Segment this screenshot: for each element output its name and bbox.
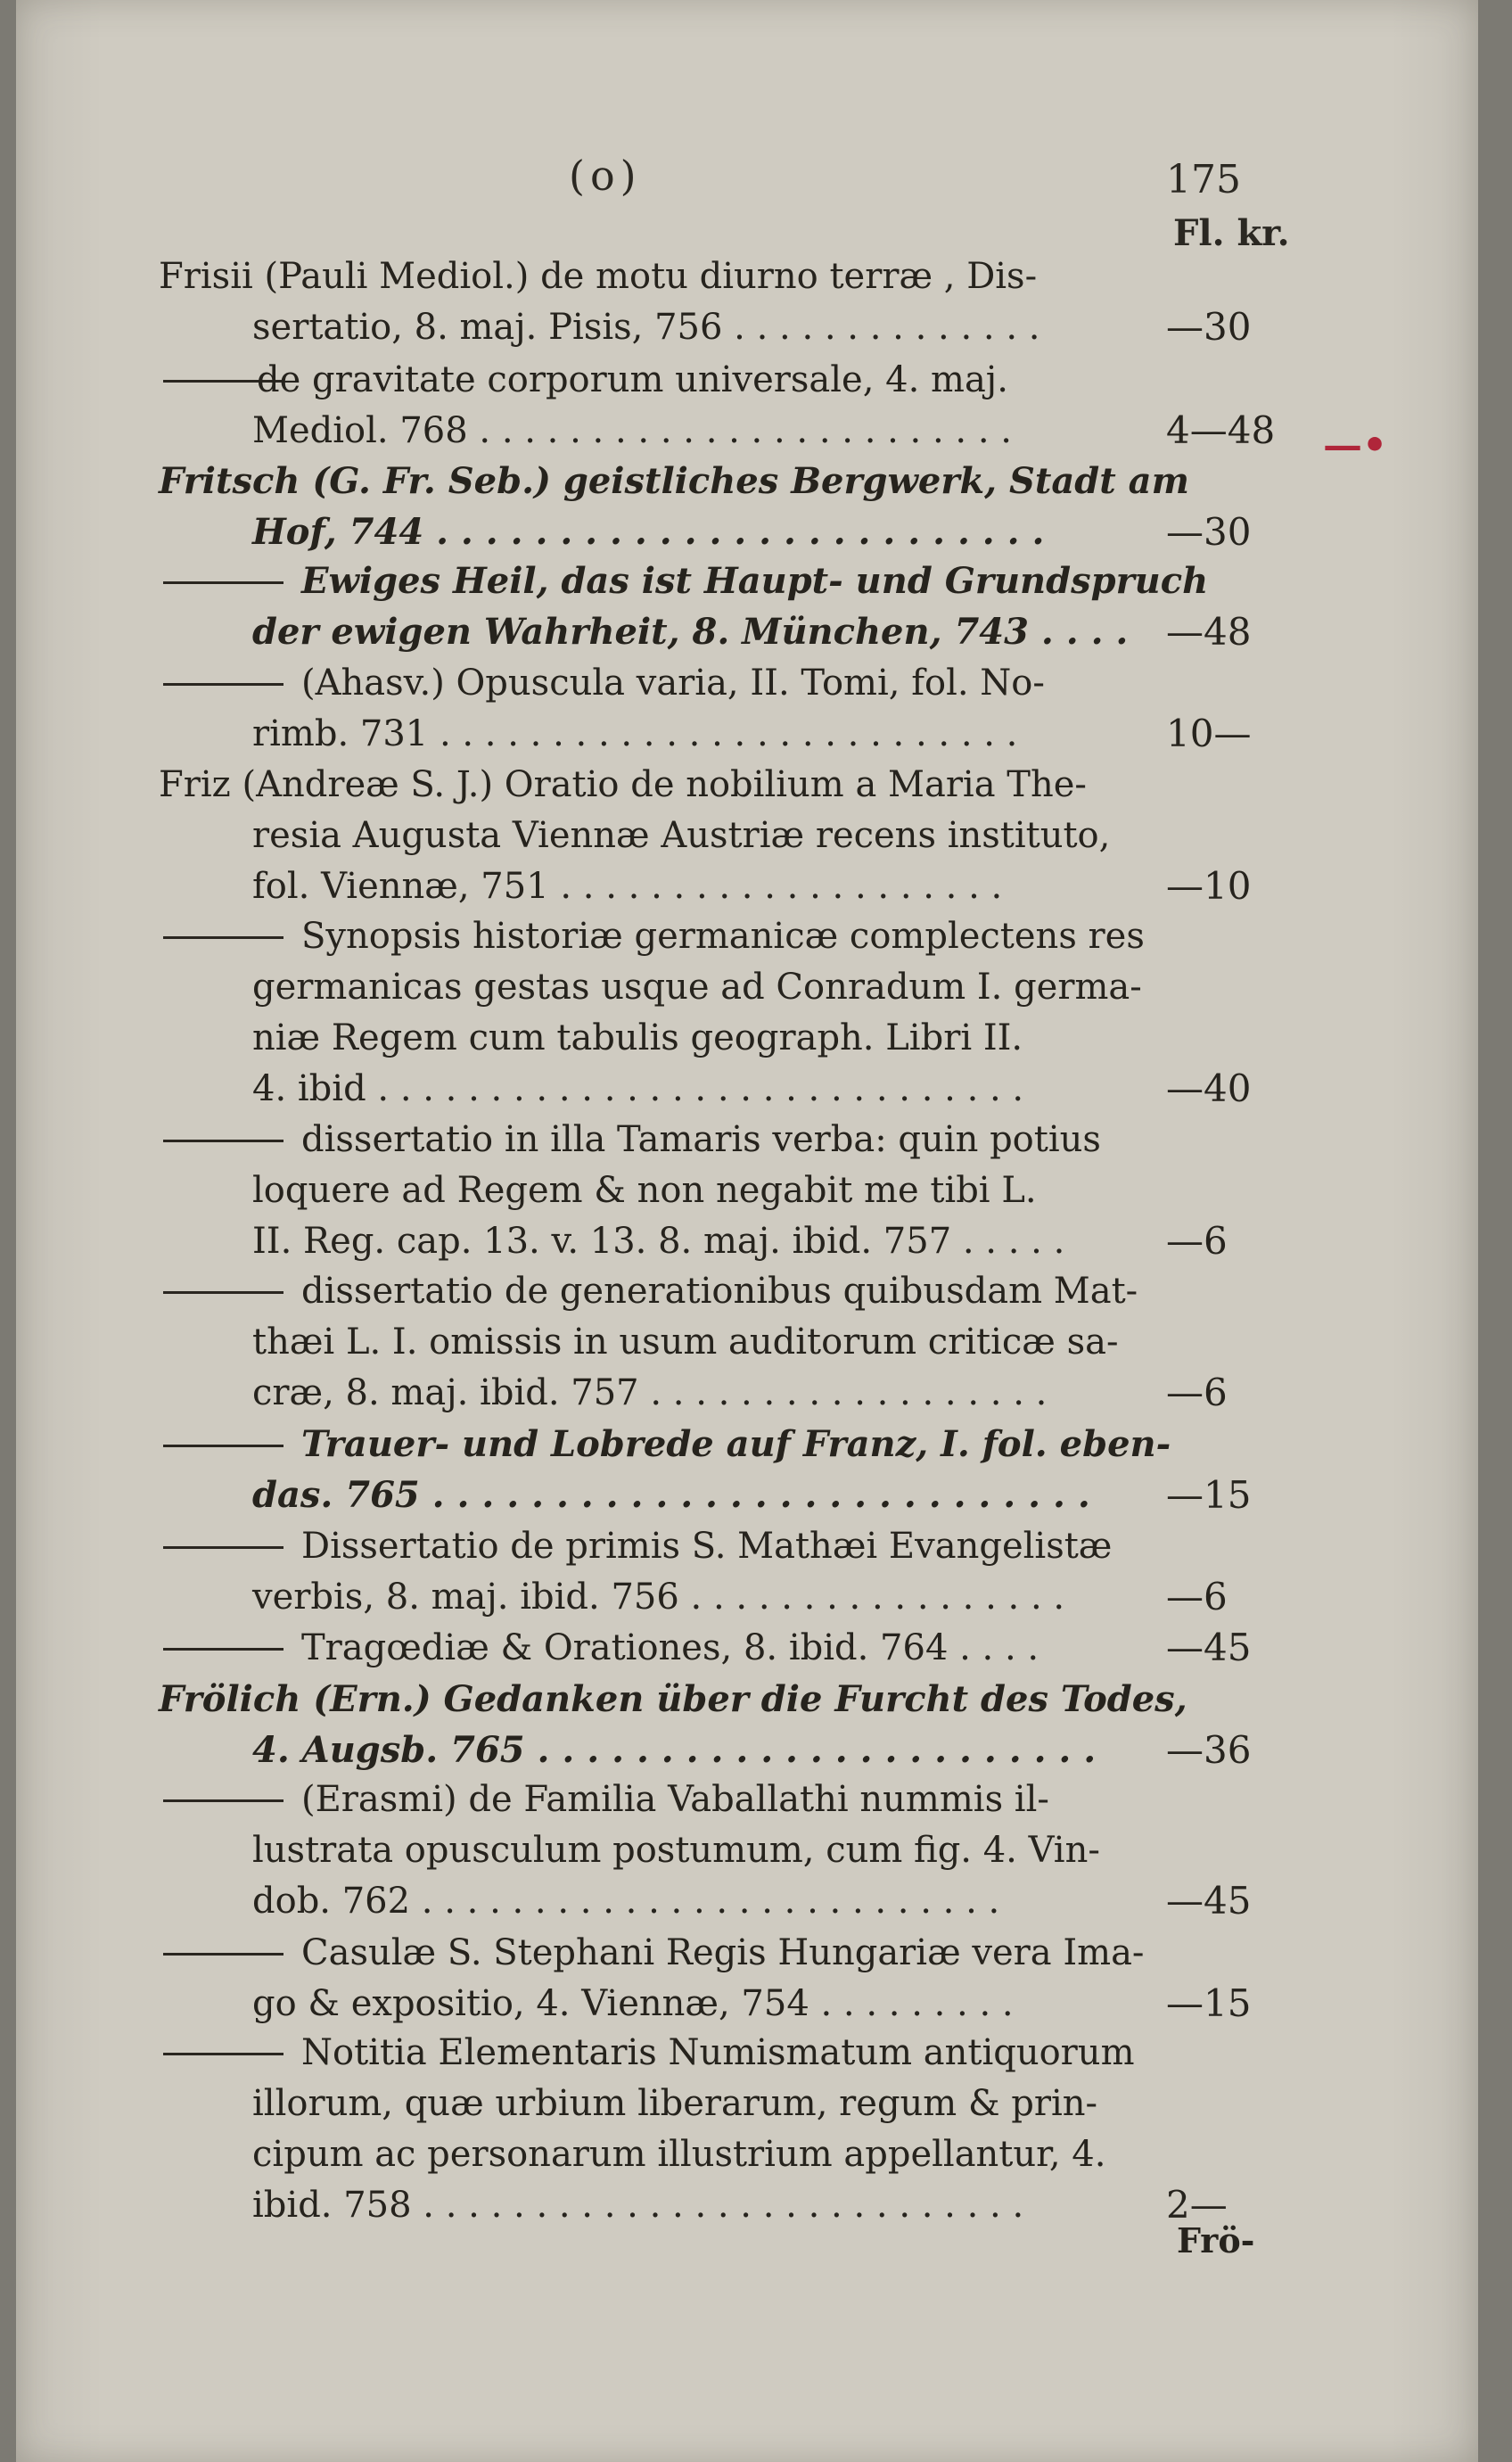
ditto-rule [163, 1953, 284, 1956]
entry-text: Trauer- und Lobrede auf Franz, I. fol. eben- [301, 1423, 1171, 1465]
entry-line [16, 1725, 1478, 1775]
entry-text: thæi L. I. omissis in usum auditorum criticæ sa- [252, 1322, 1119, 1363]
ditto-rule [163, 1799, 284, 1802]
entry-text: Synopsis historiæ germanicæ complectens res [301, 916, 1145, 957]
entry-price: —6 [1166, 1575, 1228, 1618]
entry-line [16, 2079, 1478, 2129]
entry-line [16, 406, 1478, 456]
entry-line [16, 251, 1478, 301]
entry-text: Casulæ S. Stephani Regis Hungariæ vera Ima- [301, 1932, 1145, 1973]
entry-text: 4. ibid . . . . . . . . . . . . . . . . . . . . . . . . . . . . . [252, 1068, 1024, 1109]
entry-line [16, 1979, 1478, 2029]
entry-line [16, 861, 1478, 911]
entry-text: Ewiges Heil, das ist Haupt- und Grundspruch [301, 560, 1209, 602]
entry-price: —6 [1166, 1219, 1228, 1263]
entry-line [16, 1774, 1478, 1824]
entry-text: II. Reg. cap. 13. v. 13. 8. maj. ibid. 757 . . . . . [252, 1221, 1065, 1262]
entry-line [16, 962, 1478, 1012]
entry-price: —45 [1166, 1879, 1252, 1923]
entry-line [16, 1115, 1478, 1165]
entry-text: dissertatio in illa Tamaris verba: quin potius [301, 1119, 1101, 1160]
catchword: Frö- [1177, 2220, 1255, 2260]
entry-text: Fritsch (G. Fr. Seb.) geistliches Bergwerk, Stadt am [159, 460, 1189, 502]
entry-line [16, 1368, 1478, 1418]
entry-text: cræ, 8. maj. ibid. 757 . . . . . . . . . . . . . . . . . . [252, 1372, 1048, 1413]
entry-text: dissertatio de generationibus quibusdam Mat- [301, 1271, 1138, 1312]
entry-text: germanicas gestas usque ad Conradum I. germa- [252, 967, 1142, 1008]
entry-text: Mediol. 768 . . . . . . . . . . . . . . . . . . . . . . . . [252, 410, 1012, 451]
entry-line [16, 1266, 1478, 1316]
entry-line [16, 457, 1478, 506]
entry-text: loquere ad Regem & non negabit me tibi L. [252, 1170, 1037, 1211]
entry-price: 2— [1166, 2183, 1228, 2227]
entry-text: Frisii (Pauli Mediol.) de motu diurno terræ , Dis- [159, 256, 1038, 297]
entry-line [16, 302, 1478, 352]
entry-line [16, 2129, 1478, 2179]
entry-text: das. 765 . . . . . . . . . . . . . . . . . . . . . . . . . . . [252, 1474, 1090, 1516]
entry-text: Frölich (Ern.) Gedanken über die Furcht des Todes, [159, 1678, 1187, 1720]
entry-text: Notitia Elementaris Numismatum antiquorum [301, 2032, 1135, 2073]
entry-text: Tragœdiæ & Orationes, 8. ibid. 764 . . . . [301, 1627, 1040, 1668]
entry-line [16, 2028, 1478, 2078]
running-header: (o) [569, 152, 642, 200]
page-number: 175 [1166, 157, 1241, 202]
entry-text: go & expositio, 4. Viennæ, 754 . . . . . . . . . [252, 1983, 1014, 2024]
entry-text: 4. Augsb. 765 . . . . . . . . . . . . . . . . . . . . . . . [252, 1729, 1097, 1771]
entry-line [16, 811, 1478, 860]
entry-price: —48 [1166, 610, 1252, 654]
entry-line [16, 2180, 1478, 2230]
price-column-header: Fl. kr. [1173, 212, 1290, 254]
entry-line [16, 1165, 1478, 1215]
ditto-rule [163, 1445, 284, 1447]
entry-text: verbis, 8. maj. ibid. 756 . . . . . . . . . . . . . . . . . [252, 1577, 1065, 1618]
entry-price: —30 [1166, 305, 1252, 349]
entry-line [16, 1317, 1478, 1367]
ditto-rule [163, 1291, 284, 1294]
entry-text: Hof, 744 . . . . . . . . . . . . . . . . . . . . . . . . . [252, 511, 1045, 553]
entry-text: (Ahasv.) Opuscula varia, II. Tomi, fol. No- [301, 663, 1045, 704]
entry-price: —36 [1166, 1728, 1252, 1772]
entry-price: —15 [1166, 1981, 1252, 2025]
entry-text: illorum, quæ urbium liberarum, regum & prin- [252, 2083, 1098, 2124]
ditto-rule [163, 1140, 284, 1142]
entry-line [16, 658, 1478, 708]
entry-text: (Erasmi) de Familia Vaballathi nummis il- [301, 1779, 1049, 1820]
entry-line [16, 1876, 1478, 1926]
entry-line [16, 1013, 1478, 1063]
entry-line [16, 507, 1478, 557]
red-margin-mark: —• [1323, 423, 1388, 468]
entry-text: fol. Viennæ, 751 . . . . . . . . . . . . . . . . . . . . [252, 866, 1003, 907]
entry-text: lustrata opusculum postumum, cum fig. 4. Vin- [252, 1830, 1100, 1871]
entry-text: Dissertatio de primis S. Mathæi Evangelistæ [301, 1526, 1113, 1567]
book-page [16, 0, 1478, 2462]
entry-line [16, 911, 1478, 961]
entry-line [16, 1216, 1478, 1266]
ditto-rule [163, 581, 284, 584]
entry-text: sertatio, 8. maj. Pisis, 756 . . . . . . . . . . . . . . [252, 307, 1040, 348]
entry-text: niæ Regem cum tabulis geograph. Libri II. [252, 1017, 1023, 1058]
entry-line [16, 1521, 1478, 1571]
entry-line [16, 1623, 1478, 1673]
entry-line [16, 1928, 1478, 1978]
ditto-rule [163, 936, 284, 939]
ditto-rule [163, 1546, 284, 1549]
ditto-rule [163, 1648, 284, 1651]
entry-text: cipum ac personarum illustrium appellantur, 4. [252, 2134, 1106, 2175]
entry-price: —6 [1166, 1371, 1228, 1414]
entry-price: —10 [1166, 864, 1252, 908]
entry-line [16, 607, 1478, 657]
entry-text: dob. 762 . . . . . . . . . . . . . . . . . . . . . . . . . . [252, 1881, 1000, 1922]
entry-line [16, 1420, 1478, 1470]
entry-price: —30 [1166, 510, 1252, 554]
entry-line [16, 709, 1478, 759]
entry-price: —40 [1166, 1066, 1252, 1110]
entry-line [16, 1064, 1478, 1114]
entry-text: de gravitate corporum universale, 4. maj. [257, 359, 1008, 400]
ditto-rule [163, 2053, 284, 2055]
entry-price: —15 [1166, 1473, 1252, 1517]
entry-text: der ewigen Wahrheit, 8. München, 743 . . . . [252, 611, 1129, 653]
entry-text: rimb. 731 . . . . . . . . . . . . . . . . . . . . . . . . . . [252, 713, 1018, 754]
entry-line [16, 1470, 1478, 1520]
entry-line [16, 1675, 1478, 1725]
entry-price: 4—48 [1166, 408, 1276, 452]
entry-line [16, 1825, 1478, 1875]
entry-text: resia Augusta Viennæ Austriæ recens instituto, [252, 815, 1111, 856]
ditto-rule [163, 683, 284, 686]
entry-text: ibid. 758 . . . . . . . . . . . . . . . . . . . . . . . . . . . [252, 2185, 1024, 2226]
entry-text: Friz (Andreæ S. J.) Oratio de nobilium a Maria The- [159, 764, 1087, 805]
entry-line [16, 355, 1478, 405]
entry-line [16, 760, 1478, 810]
entry-line [16, 1572, 1478, 1622]
entry-line [16, 556, 1478, 606]
entry-price: —45 [1166, 1626, 1252, 1669]
entry-price: 10— [1166, 712, 1252, 755]
